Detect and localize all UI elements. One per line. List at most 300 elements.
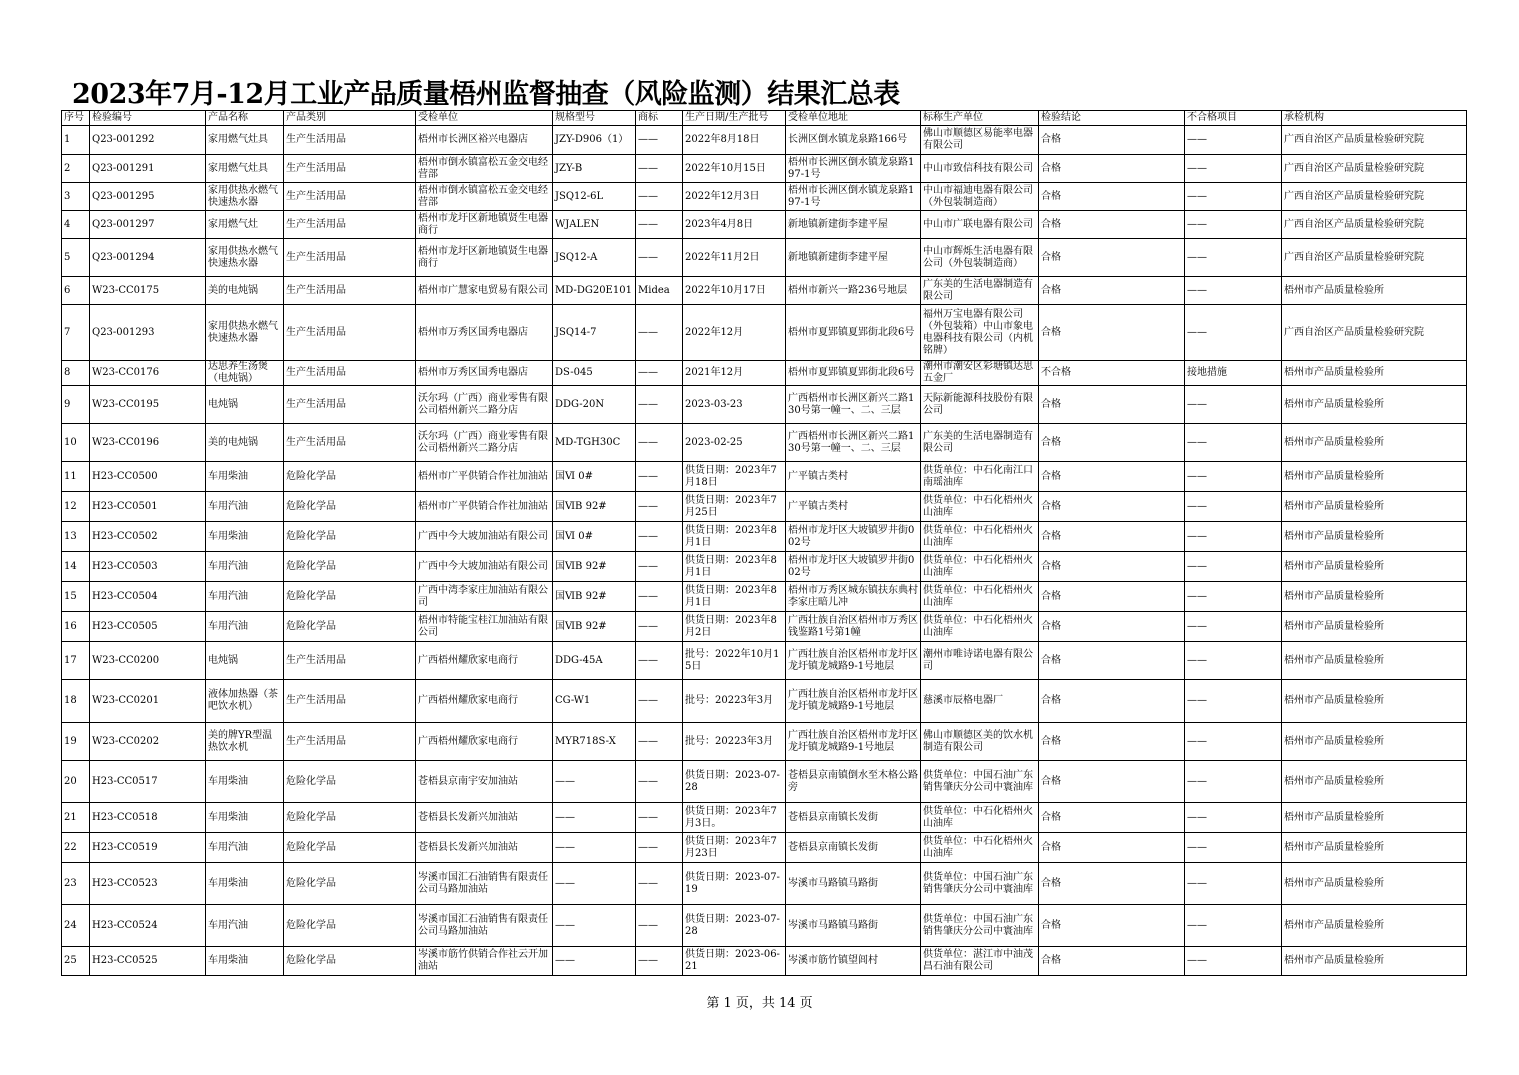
cell-no: 1: [62, 126, 90, 155]
cell-code: W23-CC0175: [90, 277, 206, 305]
cell-agency: 梧州市产品质量检验所: [1282, 905, 1467, 947]
cell-manufacturer: 潮州市唯诗诺电器有限公司: [921, 642, 1039, 680]
cell-result: 合格: [1039, 803, 1185, 833]
cell-manufacturer: 供货单位：中石化梧州火山油库: [921, 833, 1039, 863]
cell-category: 生产生活用品: [284, 183, 416, 211]
cell-result: 合格: [1039, 492, 1185, 522]
cell-brand: ——: [636, 947, 683, 976]
cell-address: 新地镇新建街李建平屋: [786, 239, 921, 277]
cell-failed: ——: [1185, 723, 1282, 761]
cell-date: 供货日期：2023年8月1日: [683, 552, 786, 582]
cell-no: 8: [62, 361, 90, 386]
cell-unit: 梧州市万秀区国秀电器店: [416, 361, 553, 386]
cell-brand: ——: [636, 126, 683, 155]
cell-agency: 梧州市产品质量检验所: [1282, 612, 1467, 642]
cell-date: 供货日期：2023年7月18日: [683, 462, 786, 492]
cell-no: 14: [62, 552, 90, 582]
cell-agency: 梧州市产品质量检验所: [1282, 803, 1467, 833]
cell-model: WJALEN: [553, 211, 636, 239]
cell-brand: ——: [636, 386, 683, 424]
cell-no: 9: [62, 386, 90, 424]
cell-address: 广西壮族自治区梧州市万秀区钱鉴路1号第1幢: [786, 612, 921, 642]
cell-unit: 梧州市广平供销合作社加油站: [416, 462, 553, 492]
cell-failed: ——: [1185, 155, 1282, 183]
cell-brand: ——: [636, 680, 683, 723]
cell-result: 合格: [1039, 761, 1185, 803]
cell-failed: ——: [1185, 424, 1282, 462]
cell-brand: ——: [636, 522, 683, 552]
cell-manufacturer: 中山市广联电器有限公司: [921, 211, 1039, 239]
cell-unit: 梧州市广平供销合作社加油站: [416, 492, 553, 522]
table-body: [62, 126, 1467, 976]
cell-product: 车用柴油: [206, 947, 284, 976]
cell-failed: ——: [1185, 803, 1282, 833]
cell-agency: 梧州市产品质量检验所: [1282, 642, 1467, 680]
cell-category: 生产生活用品: [284, 723, 416, 761]
cell-product: 车用汽油: [206, 582, 284, 612]
table-header-row: [62, 111, 1467, 126]
cell-code: W23-CC0196: [90, 424, 206, 462]
column-header: 受检单位地址: [786, 111, 921, 126]
cell-address: 广平镇古类村: [786, 462, 921, 492]
cell-address: 广西壮族自治区梧州市龙圩区龙圩镇龙城路9-1号地层: [786, 723, 921, 761]
table-row: [62, 211, 1467, 239]
cell-product: 电炖锅: [206, 642, 284, 680]
table-row: [62, 305, 1467, 361]
cell-agency: 梧州市产品质量检验所: [1282, 723, 1467, 761]
cell-agency: 梧州市产品质量检验所: [1282, 833, 1467, 863]
table-row: [62, 462, 1467, 492]
cell-date: 2022年10月15日: [683, 155, 786, 183]
cell-category: 生产生活用品: [284, 642, 416, 680]
cell-product: 家用供热水燃气快速热水器: [206, 305, 284, 361]
cell-date: 批号：2022年10月15日: [683, 642, 786, 680]
cell-failed: ——: [1185, 761, 1282, 803]
cell-no: 25: [62, 947, 90, 976]
cell-date: 2022年11月2日: [683, 239, 786, 277]
cell-manufacturer: 供货单位：中国石油广东销售肇庆分公司中寰油库: [921, 761, 1039, 803]
cell-category: 生产生活用品: [284, 361, 416, 386]
cell-code: W23-CC0202: [90, 723, 206, 761]
cell-product: 家用燃气灶具: [206, 155, 284, 183]
cell-unit: 苍梧县长发新兴加油站: [416, 833, 553, 863]
column-header: 生产日期/生产批号: [683, 111, 786, 126]
cell-unit: 广西梧州耀欣家电商行: [416, 723, 553, 761]
cell-brand: Midea: [636, 277, 683, 305]
cell-agency: 广西自治区产品质量检验研究院: [1282, 155, 1467, 183]
cell-model: ——: [553, 803, 636, 833]
cell-category: 危险化学品: [284, 522, 416, 552]
cell-brand: ——: [636, 492, 683, 522]
cell-model: DDG-45A: [553, 642, 636, 680]
cell-brand: ——: [636, 803, 683, 833]
cell-product: 家用供热水燃气快速热水器: [206, 239, 284, 277]
cell-code: H23-CC0505: [90, 612, 206, 642]
cell-no: 6: [62, 277, 90, 305]
cell-unit: 沃尔玛（广西）商业零售有限公司梧州新兴二路分店: [416, 386, 553, 424]
cell-manufacturer: 广东美的生活电器制造有限公司: [921, 424, 1039, 462]
cell-agency: 梧州市产品质量检验所: [1282, 552, 1467, 582]
cell-agency: 梧州市产品质量检验所: [1282, 386, 1467, 424]
cell-model: DS-045: [553, 361, 636, 386]
cell-manufacturer: 佛山市顺德区美的饮水机制造有限公司: [921, 723, 1039, 761]
cell-manufacturer: 佛山市顺德区易能率电器有限公司: [921, 126, 1039, 155]
cell-agency: 梧州市产品质量检验所: [1282, 582, 1467, 612]
table-row: [62, 552, 1467, 582]
cell-product: 车用柴油: [206, 863, 284, 905]
cell-manufacturer: 潮州市潮安区彩塘镇达思五金厂: [921, 361, 1039, 386]
cell-address: 新地镇新建街李建平屋: [786, 211, 921, 239]
cell-result: 合格: [1039, 522, 1185, 552]
cell-manufacturer: 供货单位：中石化梧州火山油库: [921, 492, 1039, 522]
table-row: [62, 905, 1467, 947]
cell-product: 电炖锅: [206, 386, 284, 424]
cell-code: H23-CC0517: [90, 761, 206, 803]
cell-no: 24: [62, 905, 90, 947]
cell-failed: ——: [1185, 126, 1282, 155]
cell-unit: 梧州市倒水镇富松五金交电经营部: [416, 183, 553, 211]
cell-failed: ——: [1185, 183, 1282, 211]
cell-manufacturer: 天际新能源科技股份有限公司: [921, 386, 1039, 424]
cell-result: 合格: [1039, 947, 1185, 976]
cell-brand: ——: [636, 833, 683, 863]
column-header: 受检单位: [416, 111, 553, 126]
cell-unit: 梧州市长洲区裕兴电器店: [416, 126, 553, 155]
cell-no: 18: [62, 680, 90, 723]
cell-agency: 梧州市产品质量检验所: [1282, 522, 1467, 552]
column-header: 产品名称: [206, 111, 284, 126]
page-number-label: 第 1 页，共 14 页: [706, 996, 813, 1011]
cell-failed: ——: [1185, 305, 1282, 361]
cell-no: 17: [62, 642, 90, 680]
cell-result: 合格: [1039, 155, 1185, 183]
cell-failed: ——: [1185, 612, 1282, 642]
cell-code: W23-CC0176: [90, 361, 206, 386]
table-row: [62, 642, 1467, 680]
cell-result: 合格: [1039, 552, 1185, 582]
cell-address: 广西壮族自治区梧州市龙圩区龙圩镇龙城路9-1号地层: [786, 680, 921, 723]
cell-result: 合格: [1039, 642, 1185, 680]
cell-address: 广西壮族自治区梧州市龙圩区龙圩镇龙城路9-1号地层: [786, 642, 921, 680]
cell-unit: 广西梧州耀欣家电商行: [416, 680, 553, 723]
cell-no: 22: [62, 833, 90, 863]
cell-no: 2: [62, 155, 90, 183]
cell-manufacturer: 福州万宝电器有限公司（外包装箱）中山市象电电器科技有限公司（内机铭牌）: [921, 305, 1039, 361]
cell-no: 19: [62, 723, 90, 761]
cell-code: H23-CC0503: [90, 552, 206, 582]
cell-product: 达思养生汤煲（电炖锅）: [206, 361, 284, 386]
cell-unit: 沃尔玛（广西）商业零售有限公司梧州新兴二路分店: [416, 424, 553, 462]
cell-no: 10: [62, 424, 90, 462]
cell-address: 苍梧县京南镇倒水至木格公路旁: [786, 761, 921, 803]
cell-category: 生产生活用品: [284, 155, 416, 183]
cell-unit: 梧州市龙圩区新地镇贤生电器商行: [416, 211, 553, 239]
cell-address: 岑溪市马路镇马路街: [786, 863, 921, 905]
cell-date: 批号：20223年3月: [683, 680, 786, 723]
column-header: 检验结论: [1039, 111, 1185, 126]
cell-agency: 梧州市产品质量检验所: [1282, 424, 1467, 462]
cell-model: ——: [553, 833, 636, 863]
cell-category: 危险化学品: [284, 833, 416, 863]
cell-address: 梧州市夏郢镇夏郢街北段6号: [786, 361, 921, 386]
cell-result: 合格: [1039, 386, 1185, 424]
cell-category: 生产生活用品: [284, 211, 416, 239]
cell-code: H23-CC0525: [90, 947, 206, 976]
cell-brand: ——: [636, 211, 683, 239]
cell-manufacturer: 慈溪市辰格电器厂: [921, 680, 1039, 723]
cell-date: 2023-02-25: [683, 424, 786, 462]
cell-failed: ——: [1185, 642, 1282, 680]
cell-category: 生产生活用品: [284, 424, 416, 462]
cell-no: 20: [62, 761, 90, 803]
cell-address: 梧州市龙圩区大坡镇罗井街002号: [786, 522, 921, 552]
table-row: [62, 612, 1467, 642]
cell-agency: 广西自治区产品质量检验研究院: [1282, 211, 1467, 239]
cell-model: ——: [553, 947, 636, 976]
cell-agency: 梧州市产品质量检验所: [1282, 680, 1467, 723]
cell-date: 供货日期：2023-07-19: [683, 863, 786, 905]
cell-address: 苍梧县京南镇长发街: [786, 803, 921, 833]
cell-category: 生产生活用品: [284, 239, 416, 277]
cell-agency: 梧州市产品质量检验所: [1282, 361, 1467, 386]
cell-failed: ——: [1185, 833, 1282, 863]
cell-unit: 广西中今大坡加油站有限公司: [416, 522, 553, 552]
cell-category: 生产生活用品: [284, 126, 416, 155]
cell-address: 梧州市龙圩区大坡镇罗井街002号: [786, 552, 921, 582]
column-header: 序号: [62, 111, 90, 126]
cell-result: 合格: [1039, 723, 1185, 761]
results-table: [61, 110, 1467, 976]
cell-manufacturer: 供货单位：中国石油广东销售肇庆分公司中寰油库: [921, 863, 1039, 905]
cell-model: MD-TGH30C: [553, 424, 636, 462]
cell-code: Q23-001293: [90, 305, 206, 361]
cell-unit: 广西中今大坡加油站有限公司: [416, 552, 553, 582]
table-row: [62, 582, 1467, 612]
cell-no: 3: [62, 183, 90, 211]
cell-agency: 梧州市产品质量检验所: [1282, 761, 1467, 803]
cell-code: Q23-001294: [90, 239, 206, 277]
cell-no: 13: [62, 522, 90, 552]
cell-category: 危险化学品: [284, 462, 416, 492]
cell-model: JSQ12-A: [553, 239, 636, 277]
cell-code: W23-CC0200: [90, 642, 206, 680]
table-row: [62, 833, 1467, 863]
cell-manufacturer: 中山市辉烁生活电器有限公司（外包装制造商）: [921, 239, 1039, 277]
cell-agency: 梧州市产品质量检验所: [1282, 863, 1467, 905]
cell-product: 车用柴油: [206, 462, 284, 492]
cell-brand: ——: [636, 612, 683, 642]
cell-result: 合格: [1039, 277, 1185, 305]
cell-date: 供货日期：2023-06-21: [683, 947, 786, 976]
cell-category: 危险化学品: [284, 492, 416, 522]
cell-failed: ——: [1185, 211, 1282, 239]
cell-model: ——: [553, 905, 636, 947]
cell-no: 23: [62, 863, 90, 905]
cell-brand: ——: [636, 863, 683, 905]
cell-brand: ——: [636, 155, 683, 183]
table-row: [62, 424, 1467, 462]
cell-date: 供货日期：2023年7月23日: [683, 833, 786, 863]
cell-manufacturer: 供货单位：中石化梧州火山油库: [921, 582, 1039, 612]
cell-model: DDG-20N: [553, 386, 636, 424]
cell-product: 车用柴油: [206, 522, 284, 552]
cell-product: 车用汽油: [206, 833, 284, 863]
cell-product: 家用燃气灶具: [206, 126, 284, 155]
cell-date: 供货日期：2023年7月3日。: [683, 803, 786, 833]
cell-code: H23-CC0500: [90, 462, 206, 492]
cell-product: 美的牌YR型温热饮水机: [206, 723, 284, 761]
page-title: 2023年7月-12月工业产品质量梧州监督抽查（风险监测）结果汇总表: [72, 79, 900, 110]
cell-code: W23-CC0195: [90, 386, 206, 424]
cell-manufacturer: 供货单位：中石化梧州火山油库: [921, 552, 1039, 582]
cell-brand: ——: [636, 305, 683, 361]
cell-unit: 梧州市特能宝桂江加油站有限公司: [416, 612, 553, 642]
cell-code: H23-CC0501: [90, 492, 206, 522]
cell-model: 国ⅥB 92#: [553, 492, 636, 522]
cell-product: 车用汽油: [206, 552, 284, 582]
cell-failed: ——: [1185, 863, 1282, 905]
cell-category: 生产生活用品: [284, 386, 416, 424]
cell-category: 危险化学品: [284, 552, 416, 582]
cell-date: 供货日期：2023年8月2日: [683, 612, 786, 642]
cell-address: 广平镇古类村: [786, 492, 921, 522]
cell-no: 16: [62, 612, 90, 642]
cell-manufacturer: 供货单位：中石化梧州火山油库: [921, 612, 1039, 642]
cell-date: 2022年12月3日: [683, 183, 786, 211]
cell-failed: ——: [1185, 947, 1282, 976]
cell-model: ——: [553, 761, 636, 803]
cell-agency: 梧州市产品质量检验所: [1282, 492, 1467, 522]
cell-category: 生产生活用品: [284, 277, 416, 305]
cell-date: 供货日期：2023年8月1日: [683, 522, 786, 552]
cell-no: 4: [62, 211, 90, 239]
cell-address: 梧州市夏郢镇夏郢街北段6号: [786, 305, 921, 361]
cell-failed: ——: [1185, 905, 1282, 947]
cell-address: 苍梧县京南镇长发街: [786, 833, 921, 863]
cell-unit: 梧州市广慧家电贸易有限公司: [416, 277, 553, 305]
cell-manufacturer: 供货单位：中石化梧州火山油库: [921, 522, 1039, 552]
cell-address: 广西梧州市长洲区新兴二路130号第一幢一、二、三层: [786, 386, 921, 424]
cell-agency: 广西自治区产品质量检验研究院: [1282, 126, 1467, 155]
cell-unit: 岑溪市国汇石油销售有限责任公司马路加油站: [416, 863, 553, 905]
cell-result: 合格: [1039, 863, 1185, 905]
cell-category: 危险化学品: [284, 863, 416, 905]
cell-result: 合格: [1039, 239, 1185, 277]
cell-brand: ——: [636, 905, 683, 947]
cell-brand: ——: [636, 361, 683, 386]
cell-model: 国Ⅵ 0#: [553, 462, 636, 492]
column-header: 承检机构: [1282, 111, 1467, 126]
page-footer: [0, 992, 1519, 1011]
table-row: [62, 863, 1467, 905]
cell-result: 合格: [1039, 612, 1185, 642]
cell-failed: ——: [1185, 492, 1282, 522]
cell-manufacturer: 中山市福迪电器有限公司（外包装制造商）: [921, 183, 1039, 211]
cell-date: 供货日期：2023年7月25日: [683, 492, 786, 522]
table-row: [62, 277, 1467, 305]
table-row: [62, 361, 1467, 386]
cell-product: 美的电炖锅: [206, 277, 284, 305]
column-header: 检验编号: [90, 111, 206, 126]
table-row: [62, 803, 1467, 833]
cell-result: 合格: [1039, 305, 1185, 361]
cell-model: JSQ14-7: [553, 305, 636, 361]
cell-no: 11: [62, 462, 90, 492]
cell-code: Q23-001295: [90, 183, 206, 211]
cell-code: W23-CC0201: [90, 680, 206, 723]
cell-agency: 广西自治区产品质量检验研究院: [1282, 305, 1467, 361]
cell-no: 5: [62, 239, 90, 277]
cell-failed: ——: [1185, 552, 1282, 582]
cell-failed: 接地措施: [1185, 361, 1282, 386]
cell-failed: ——: [1185, 277, 1282, 305]
cell-manufacturer: 供货单位：中国石油广东销售肇庆分公司中寰油库: [921, 905, 1039, 947]
cell-failed: ——: [1185, 386, 1282, 424]
cell-date: 供货日期：2023-07-28: [683, 761, 786, 803]
cell-product: 车用汽油: [206, 612, 284, 642]
cell-unit: 苍梧县长发新兴加油站: [416, 803, 553, 833]
cell-category: 危险化学品: [284, 803, 416, 833]
cell-no: 15: [62, 582, 90, 612]
cell-result: 合格: [1039, 424, 1185, 462]
cell-date: 2022年10月17日: [683, 277, 786, 305]
cell-no: 12: [62, 492, 90, 522]
cell-code: H23-CC0504: [90, 582, 206, 612]
cell-brand: ——: [636, 723, 683, 761]
cell-failed: ——: [1185, 522, 1282, 552]
cell-agency: 梧州市产品质量检验所: [1282, 277, 1467, 305]
cell-model: 国ⅥB 92#: [553, 582, 636, 612]
cell-code: H23-CC0524: [90, 905, 206, 947]
cell-date: 2023年4月8日: [683, 211, 786, 239]
cell-result: 不合格: [1039, 361, 1185, 386]
cell-date: 供货日期：2023-07-28: [683, 905, 786, 947]
cell-brand: ——: [636, 424, 683, 462]
cell-model: JZY-B: [553, 155, 636, 183]
cell-code: H23-CC0502: [90, 522, 206, 552]
cell-model: 国ⅥB 92#: [553, 612, 636, 642]
cell-date: 2022年12月: [683, 305, 786, 361]
cell-category: 危险化学品: [284, 582, 416, 612]
cell-category: 危险化学品: [284, 905, 416, 947]
cell-result: 合格: [1039, 680, 1185, 723]
cell-unit: 广西中湾李家庄加油站有限公司: [416, 582, 553, 612]
cell-result: 合格: [1039, 183, 1185, 211]
cell-model: 国ⅥB 92#: [553, 552, 636, 582]
cell-product: 家用燃气灶: [206, 211, 284, 239]
cell-date: 2022年8月18日: [683, 126, 786, 155]
cell-address: 长洲区倒水镇龙泉路166号: [786, 126, 921, 155]
cell-unit: 岑溪市筋竹供销合作社云开加油站: [416, 947, 553, 976]
cell-unit: 苍梧县京南宇安加油站: [416, 761, 553, 803]
cell-result: 合格: [1039, 462, 1185, 492]
cell-result: 合格: [1039, 833, 1185, 863]
cell-date: 供货日期：2023年8月1日: [683, 582, 786, 612]
cell-address: 梧州市长洲区倒水镇龙泉路197-1号: [786, 183, 921, 211]
cell-model: CG-W1: [553, 680, 636, 723]
cell-model: ——: [553, 863, 636, 905]
cell-result: 合格: [1039, 582, 1185, 612]
cell-no: 21: [62, 803, 90, 833]
table-row: [62, 492, 1467, 522]
cell-unit: 梧州市万秀区国秀电器店: [416, 305, 553, 361]
cell-address: 岑溪市马路镇马路街: [786, 905, 921, 947]
cell-model: MD-DG20E101: [553, 277, 636, 305]
cell-brand: ——: [636, 761, 683, 803]
cell-manufacturer: 供货单位：中石化梧州火山油库: [921, 803, 1039, 833]
cell-model: 国Ⅵ 0#: [553, 522, 636, 552]
cell-unit: 广西梧州耀欣家电商行: [416, 642, 553, 680]
